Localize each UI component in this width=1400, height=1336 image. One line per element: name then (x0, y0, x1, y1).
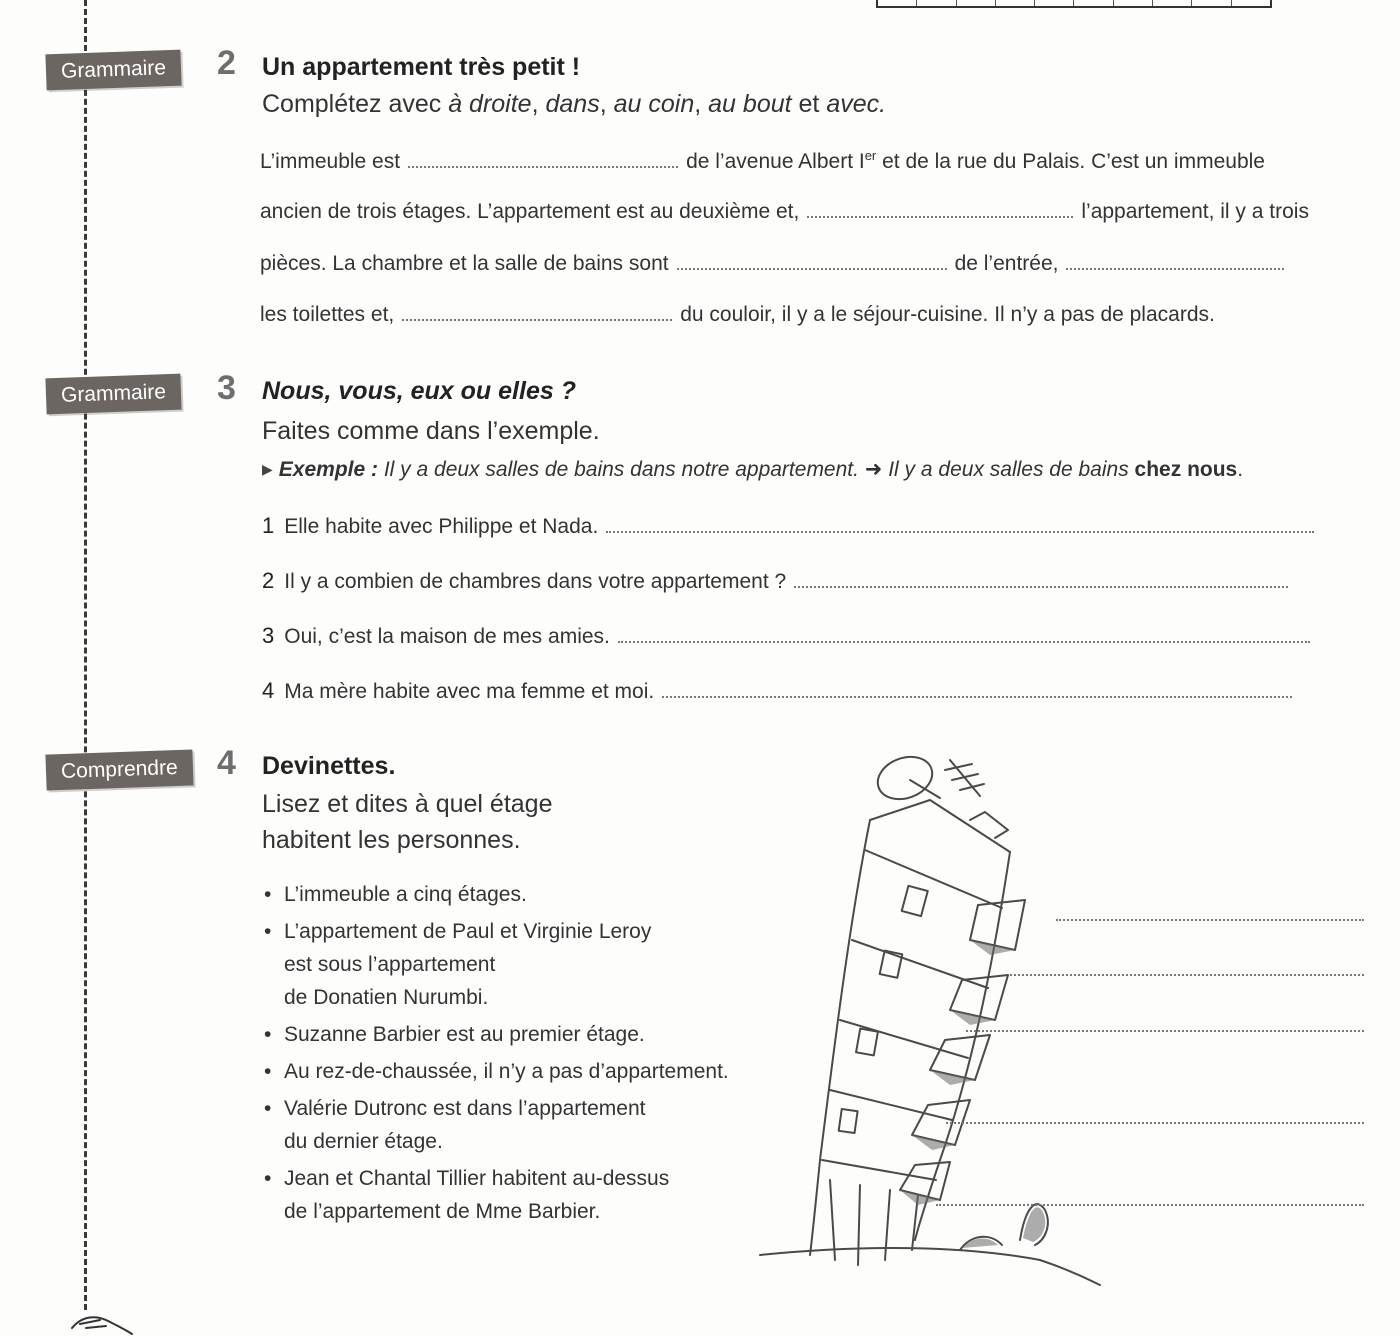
exercise-3-example: ▶ Exemple : Il y a deux salles de bains dans notre appartement. ➜ Il y a deux salles de bains chez nous. (262, 458, 1244, 481)
clue-item: • L’immeuble a cinq étages. (262, 878, 729, 911)
triangle-bullet-icon: ▶ (262, 461, 273, 477)
exercise-3-item-1: 1 Elle habite avec Philippe et Nada. (262, 513, 1314, 539)
clue-item: • Valérie Dutronc est dans l’appartement du dernier étage. (262, 1092, 729, 1158)
exercise-4-title: Devinettes. (262, 752, 396, 780)
blank-2[interactable] (807, 202, 1073, 218)
exercise-4-instruction-1: Lisez et dites à quel étage (262, 790, 553, 818)
clue-item: • Jean et Chantal Tillier habitent au-dessus de l’appartement de Mme Barbier. (262, 1162, 729, 1228)
pencil-doodle-icon (66, 1308, 136, 1336)
word-a-droite: à droite (448, 90, 532, 118)
clue-item: • Suzanne Barbier est au premier étage. (262, 1018, 729, 1051)
floor-answer-line-2[interactable] (1010, 974, 1364, 976)
exercise-3-instruction: Faites comme dans l’exemple. (262, 417, 600, 445)
floor-answer-line-4[interactable] (946, 1122, 1364, 1124)
exercise-3-item-3: 3 Oui, c’est la maison de mes amies. (262, 623, 1310, 649)
exercise-3-tag: Grammaire (45, 374, 181, 415)
answer-line-1[interactable] (606, 517, 1314, 533)
word-au-coin: au coin (613, 90, 695, 118)
margin-dashed-rule (84, 0, 87, 1310)
word-au-bout: au bout (708, 90, 792, 118)
exercise-3-item-2: 2 Il y a combien de chambres dans votre appartement ? (262, 568, 1288, 594)
exercise-3-title: Nous, vous, eux ou elles ? (262, 377, 576, 405)
answer-line-2[interactable] (794, 572, 1288, 588)
word-dans: dans (545, 90, 600, 118)
exercise-4-instruction-2: habitent les personnes. (262, 826, 521, 854)
exercise-2-line-2: ancien de trois étages. L’appartement est au deuxième et, l’appartement, il y a trois (260, 200, 1309, 223)
exercise-2-line-4: les toilettes et, du couloir, il y a le séjour-cuisine. Il n’y a pas de placards. (260, 303, 1215, 326)
floor-answer-line-3[interactable] (966, 1030, 1364, 1032)
exercise-2-title: Un appartement très petit ! (262, 53, 581, 81)
floor-answer-line-5[interactable] (936, 1204, 1364, 1206)
blank-5[interactable] (402, 305, 672, 321)
exercise-2-instruction: Complétez avec à droite, dans, au coin, au bout et avec. (262, 90, 887, 118)
blank-1[interactable] (408, 152, 678, 168)
blank-4[interactable] (1066, 254, 1284, 270)
word-avec: avec. (826, 90, 887, 118)
floor-answer-line-1[interactable] (1056, 919, 1364, 921)
answer-grid (876, 0, 1272, 8)
exercise-2-line-1: L’immeuble est de l’avenue Albert Ier et de la rue du Palais. C’est un immeuble (260, 148, 1265, 173)
exercise-2-line-3: pièces. La chambre et la salle de bains sont de l’entrée, (260, 252, 1292, 276)
blank-3[interactable] (677, 254, 947, 270)
exercise-4-tag: Comprendre (45, 749, 193, 790)
answer-line-3[interactable] (618, 627, 1310, 643)
clue-item: • L’appartement de Paul et Virginie Leroy est sous l’appartement de Donatien Nurumbi. (262, 915, 729, 1014)
answer-line-4[interactable] (662, 682, 1292, 698)
leaning-building-drawing (740, 740, 1120, 1300)
clue-item: • Au rez-de-chaussée, il n’y a pas d’appartement. (262, 1055, 729, 1088)
exercise-2-tag: Grammaire (45, 50, 181, 91)
exercise-3-item-4: 4 Ma mère habite avec ma femme et moi. (262, 678, 1292, 704)
exercise-4-number: 4 (217, 744, 236, 782)
exercise-3-number: 3 (217, 369, 236, 407)
clue-list (262, 878, 729, 1232)
exercise-2-number: 2 (217, 44, 236, 82)
